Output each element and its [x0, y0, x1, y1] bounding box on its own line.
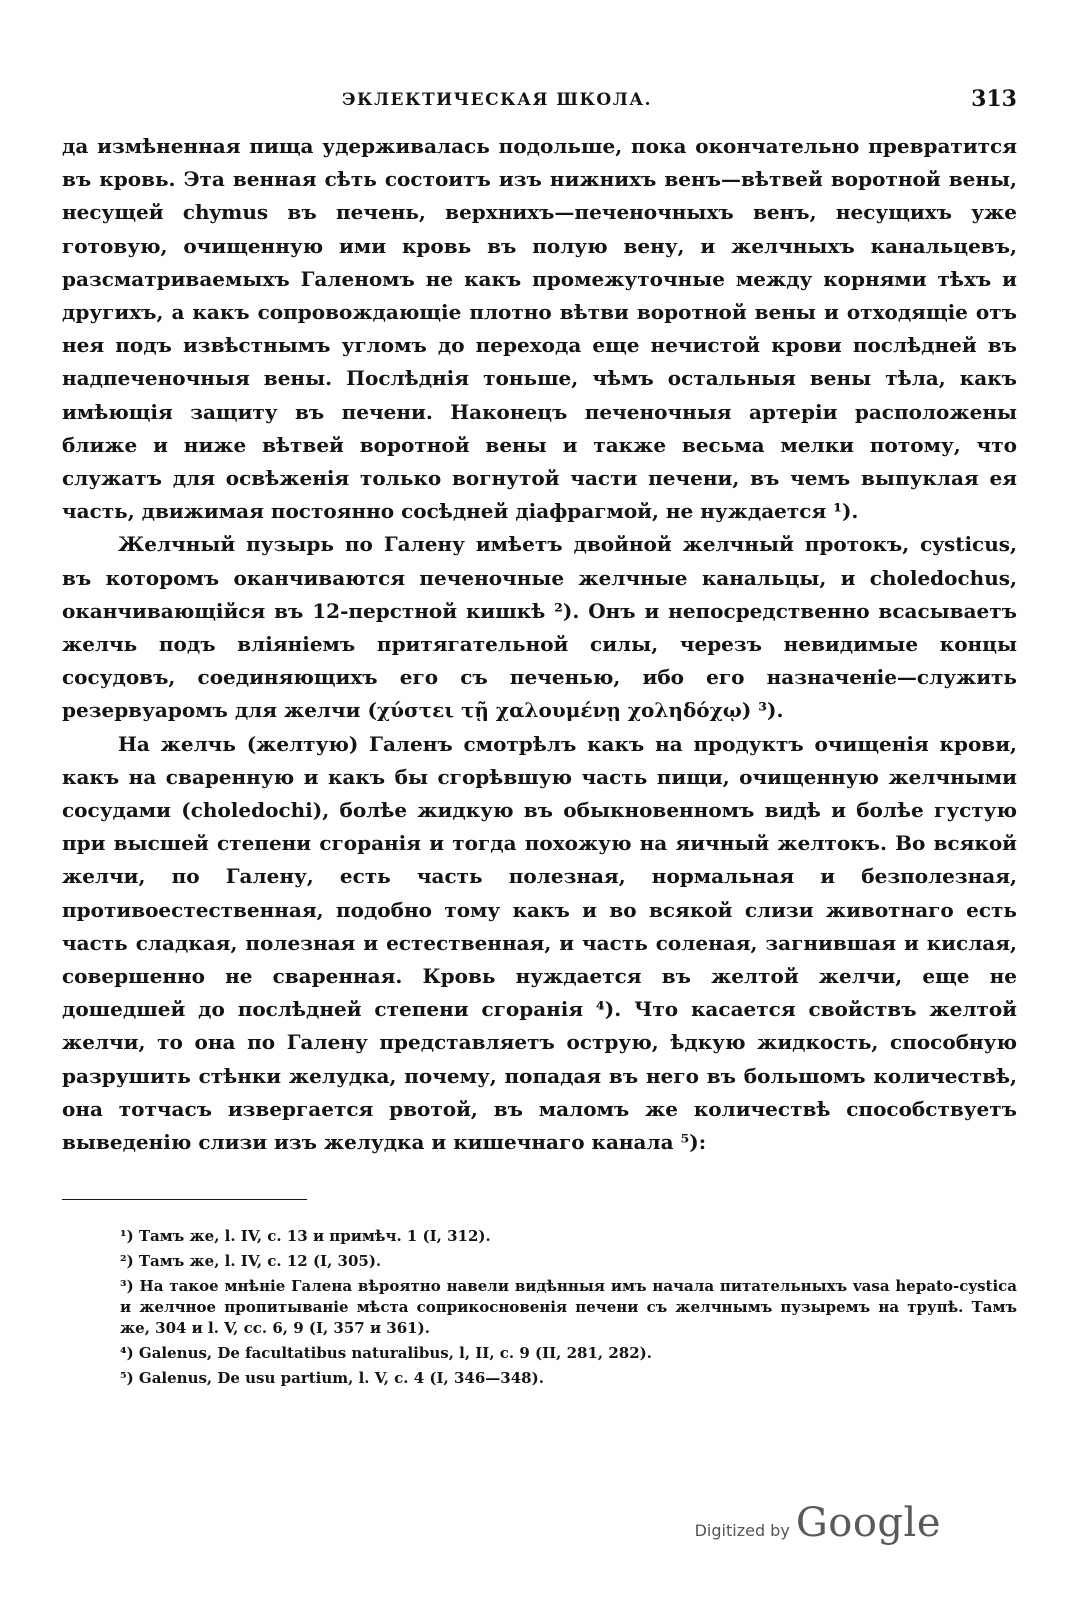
book-page [62, 84, 1017, 1393]
footnote-3: ³) На такое мнѣніе Галена вѣроятно навели видѣнныя имъ начала питательныхъ vasa hepato-cystica и желчное пропитываніе мѣста соприкосновенія печени съ желчнымъ пузыремъ на трупѣ. Тамъ же, 304 и l. V, cc. 6, 9 (I, 357 и 361). [120, 1277, 1017, 1338]
paragraph-1: да измѣненная пища удерживалась подольше, пока окончательно превратится въ кровь. Эта венная сѣть состоитъ изъ нижнихъ венъ—вѣтвей воротной вены, несущей chymus въ печень, верхнихъ—печеночныхъ венъ, несущихъ уже готовую, очищенную ими кровь въ полую вену, и желчныхъ канальцевъ, разсматриваемыхъ Галеномъ не какъ промежуточные между корнями тѣхъ и другихъ, а какъ сопровождающіе плотно вѣтви воротной вены и отходящіе отъ нея подъ извѣстнымъ угломъ до перехода еще нечистой крови послѣдней въ надпеченочныя вены. Послѣднія тоньше, чѣмъ остальныя вены тѣла, какъ имѣющія защиту въ печени. Наконецъ печеночныя артеріи расположены ближе и ниже вѣтвей воротной вены и также весьма мелки потому, что служатъ для освѣженія только вогнутой части печени, въ чемъ выпуклая ея часть, движимая постоянно сосѣдней діафрагмой, не нуждается ¹). [62, 134, 1017, 524]
google-logo: Google [795, 1500, 941, 1546]
paragraph-2: Желчный пузырь по Галену имѣетъ двойной желчный протокъ, cysticus, въ которомъ оканчиваются печеночные желчные канальцы, и choledochus, оканчивающійся въ 12-перстной кишкѣ ²). Онъ и непосредственно всасываетъ желчь подъ вліяніемъ притягательной силы, черезъ невидимые концы сосудовъ, соединяющихъ его съ печенью, ибо его назначеніе—служить резервуаромъ для желчи (χύστει τῇ χαλουμένῃ χοληδόχῳ) ³). [62, 532, 1017, 723]
google-watermark [695, 1500, 941, 1546]
page-header [62, 84, 1017, 120]
footnotes [62, 1226, 1017, 1389]
footnote-1: ¹) Тамъ же, l. IV, c. 13 и примѣч. 1 (I, 312). [120, 1227, 491, 1246]
paragraph-3: На желчь (желтую) Галенъ смотрѣлъ какъ на продуктъ очищенія крови, какъ на сваренную и какъ бы сгорѣвшую часть пищи, очищенную желчными сосудами (choledochi), болѣе жидкую въ обыкновенномъ видѣ и болѣе густую при высшей степени сгоранія и тогда похожую на яичный желтокъ. Во всякой желчи, по Галену, есть часть полезная, нормальная и безполезная, противоестественная, подобно тому какъ и во всякой слизи животнаго есть часть сладкая, полезная и естественная, и часть соленая, загнившая и кислая, совершенно не сваренная. Кровь нуждается въ желтой желчи, еще не дошедшей до послѣдней степени сгоранія ⁴). Что касается свойствъ желтой желчи, то она по Галену представляетъ острую, ѣдкую жидкость, способную разрушить стѣнки желудка, почему, попадая въ него въ большомъ количествѣ, она тотчасъ извергается рвотой, въ маломъ же количествѣ способствуетъ выведенію слизи изъ желудка и кишечнаго канала ⁵): [62, 731, 1017, 1155]
digitized-by-text: Digitized by [694, 1521, 790, 1540]
footnote-5: ⁵) Galenus, De usu partium, l. V, c. 4 (I, 346—348). [120, 1369, 544, 1388]
body-text [62, 130, 1017, 1159]
running-title: ЭКЛЕКТИЧЕСКАЯ ШКОЛА. [342, 90, 653, 110]
footnote-divider [62, 1199, 307, 1200]
footnote-4: ⁴) Galenus, De facultatibus naturalibus, l, II, c. 9 (II, 281, 282). [120, 1344, 652, 1363]
footnote-2: ²) Тамъ же, l. IV, c. 12 (I, 305). [120, 1252, 382, 1271]
page-number: 313 [971, 86, 1017, 112]
